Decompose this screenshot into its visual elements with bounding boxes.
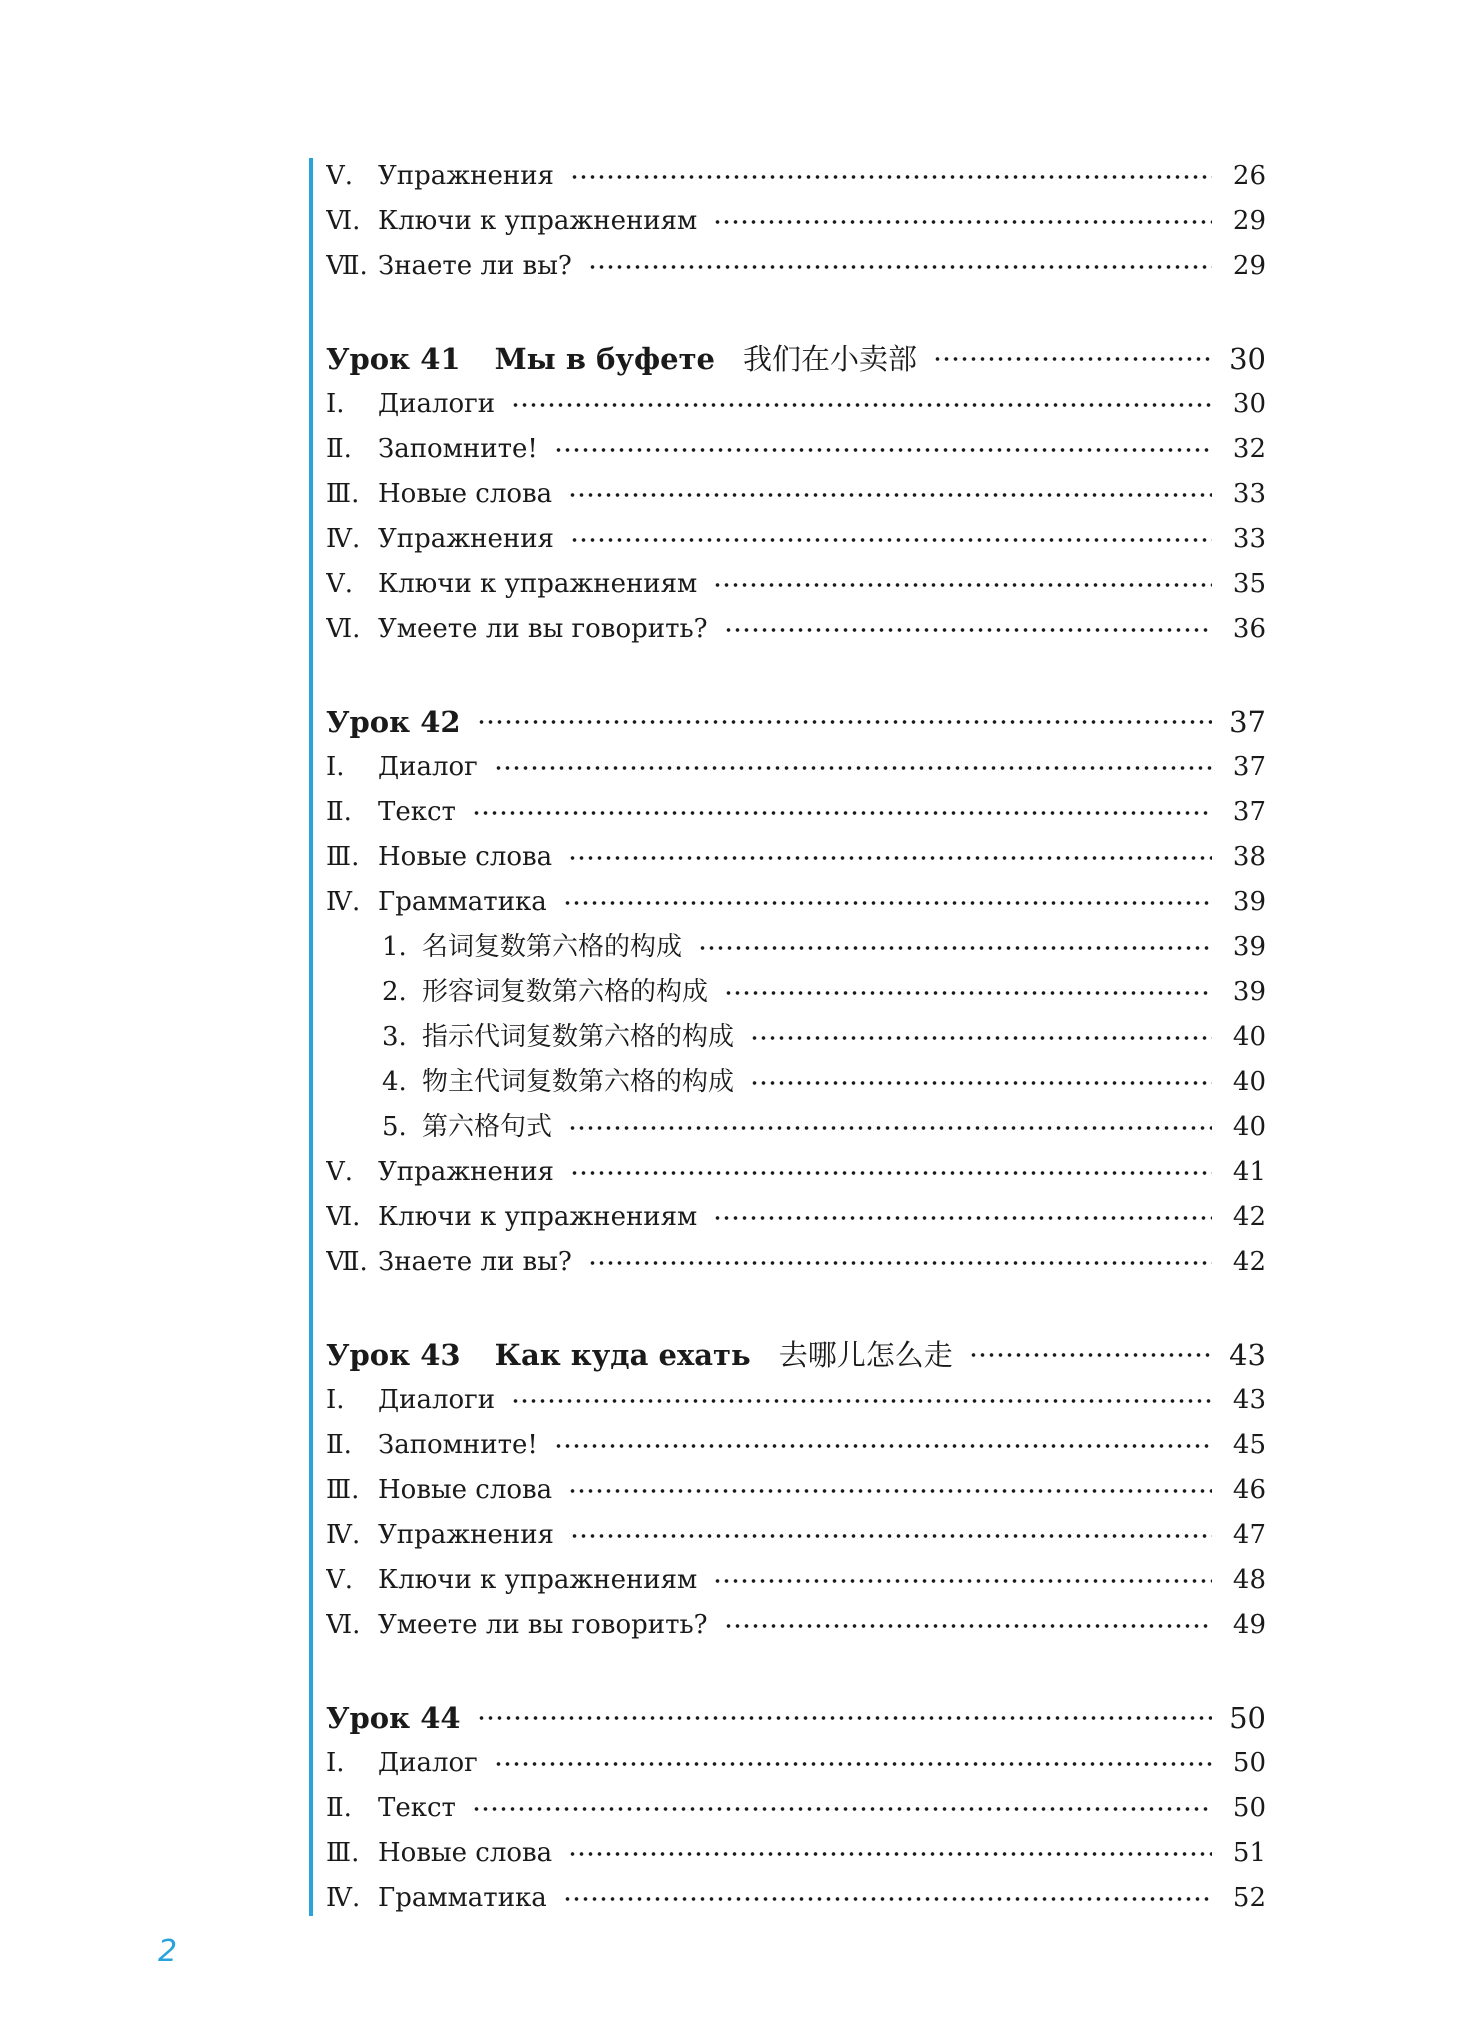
entry-title: Упражнения (378, 1157, 554, 1187)
toc-entry[interactable] (326, 1468, 1266, 1513)
entry-page-number: 52 (1232, 1883, 1266, 1913)
entry-number: Ⅵ. (326, 1610, 361, 1640)
entry-number: Ⅵ. (326, 206, 361, 236)
entry-title: 名词复数第六格的构成 (422, 932, 683, 962)
entry-number: Ⅰ. (326, 1748, 345, 1778)
lesson-number: Урок 44 (326, 1701, 461, 1735)
entry-page-number: 39 (1232, 977, 1266, 1007)
toc-subentry[interactable] (326, 925, 1266, 970)
lesson-title-chinese: 我们在小卖部 (743, 342, 918, 376)
dot-leader (570, 1169, 1212, 1177)
entry-page-number: 33 (1232, 524, 1266, 554)
dot-leader (472, 1805, 1212, 1813)
toc-entry[interactable] (326, 154, 1266, 199)
entry-number: Ⅵ. (326, 1202, 361, 1232)
toc-entry[interactable] (326, 1423, 1266, 1468)
entry-title: Диалоги (378, 389, 496, 419)
toc-entry[interactable] (326, 382, 1266, 427)
toc-entry[interactable] (326, 427, 1266, 472)
entry-title: Знаете ли вы? (378, 1247, 572, 1277)
toc-entry[interactable] (326, 1876, 1266, 1921)
entry-page-number: 38 (1232, 842, 1266, 872)
toc-entry[interactable] (326, 472, 1266, 517)
entry-number: Ⅳ. (326, 1883, 361, 1913)
dot-leader (472, 809, 1212, 817)
entry-number: Ⅲ. (326, 479, 360, 509)
entry-page-number: 48 (1232, 1565, 1266, 1595)
dot-leader (724, 1622, 1212, 1630)
entry-page-number: 50 (1232, 1793, 1266, 1823)
entry-title: Диалоги (378, 1385, 496, 1415)
dot-leader (713, 1214, 1212, 1222)
entry-page-number: 45 (1232, 1430, 1266, 1460)
entry-title: Текст (378, 797, 456, 827)
entry-number: 4. (382, 1067, 407, 1097)
entry-number: Ⅳ. (326, 524, 361, 554)
entry-title: Текст (378, 1793, 456, 1823)
entry-title: Ключи к упражнениям (378, 206, 698, 236)
dot-leader (563, 1895, 1212, 1903)
lesson-number: Урок 43 (326, 1338, 461, 1372)
entry-number: 5. (382, 1112, 407, 1142)
dot-leader (554, 446, 1212, 454)
toc-entry[interactable] (326, 199, 1266, 244)
entry-page-number: 29 (1232, 206, 1266, 236)
entry-page-number: 43 (1229, 1338, 1266, 1372)
entry-page-number: 40 (1232, 1067, 1266, 1097)
toc-lesson-heading[interactable] (326, 1332, 1266, 1378)
toc-entry[interactable] (326, 1513, 1266, 1558)
toc-subentry[interactable] (326, 1060, 1266, 1105)
entry-page-number: 49 (1232, 1610, 1266, 1640)
entry-number: 1. (382, 932, 407, 962)
toc-subentry[interactable] (326, 1105, 1266, 1150)
dot-leader (570, 1532, 1212, 1540)
entry-page-number: 40 (1232, 1112, 1266, 1142)
toc-lesson-heading[interactable] (326, 699, 1266, 745)
entry-number: Ⅲ. (326, 1475, 360, 1505)
toc-entry[interactable] (326, 1786, 1266, 1831)
toc-entry[interactable] (326, 244, 1266, 289)
toc-accent-rule (309, 158, 313, 1916)
entry-page-number: 37 (1229, 705, 1266, 739)
dot-leader (477, 1714, 1212, 1722)
entry-number: Ⅵ. (326, 614, 361, 644)
toc-subentry[interactable] (326, 1015, 1266, 1060)
entry-number: Ⅱ. (326, 1430, 352, 1460)
entry-title: 指示代词复数第六格的构成 (422, 1022, 735, 1052)
entry-title: Новые слова (378, 1838, 553, 1868)
entry-page-number: 50 (1232, 1748, 1266, 1778)
entry-page-number: 37 (1232, 797, 1266, 827)
toc-entry[interactable] (326, 1558, 1266, 1603)
entry-number: Ⅴ. (326, 569, 354, 599)
entry-page-number: 32 (1232, 434, 1266, 464)
dot-leader (568, 1487, 1212, 1495)
entry-title: Упражнения (378, 524, 554, 554)
dot-leader (588, 1259, 1212, 1267)
entry-title: Умеете ли вы говорить? (378, 614, 708, 644)
entry-page-number: 43 (1232, 1385, 1266, 1415)
entry-number: Ⅰ. (326, 1385, 345, 1415)
entry-title: Запомните! (378, 1430, 538, 1460)
dot-leader (570, 536, 1212, 544)
toc-entry[interactable] (326, 1831, 1266, 1876)
dot-leader (511, 1397, 1212, 1405)
lesson-number: Урок 42 (326, 705, 461, 739)
dot-leader (724, 626, 1212, 634)
toc-entry[interactable] (326, 835, 1266, 880)
toc-entry[interactable] (326, 562, 1266, 607)
entry-page-number: 47 (1232, 1520, 1266, 1550)
entry-number: Ⅱ. (326, 434, 352, 464)
toc-entry[interactable] (326, 1603, 1266, 1648)
dot-leader (511, 401, 1212, 409)
entry-number: Ⅲ. (326, 842, 360, 872)
entry-title: Диалог (378, 1748, 478, 1778)
entry-page-number: 36 (1232, 614, 1266, 644)
entry-number: 3. (382, 1022, 407, 1052)
entry-title: Упражнения (378, 161, 554, 191)
entry-page-number: 42 (1232, 1247, 1266, 1277)
toc-entry[interactable] (326, 790, 1266, 835)
toc-subentry[interactable] (326, 970, 1266, 1015)
dot-leader (568, 1124, 1212, 1132)
dot-leader (568, 1850, 1212, 1858)
entry-page-number: 26 (1232, 161, 1266, 191)
dot-leader (494, 764, 1212, 772)
entry-number: Ⅴ. (326, 1157, 354, 1187)
dot-leader (494, 1760, 1212, 1768)
entry-number: Ⅴ. (326, 161, 354, 191)
toc-entry[interactable] (326, 880, 1266, 925)
entry-page-number: 42 (1232, 1202, 1266, 1232)
entry-page-number: 50 (1229, 1701, 1266, 1735)
entry-page-number: 39 (1232, 887, 1266, 917)
entry-title: 第六格句式 (422, 1112, 553, 1142)
entry-title: Новые слова (378, 479, 553, 509)
lesson-title-russian: Мы в буфете (494, 342, 716, 376)
entry-title: Знаете ли вы? (378, 251, 572, 281)
entry-page-number: 51 (1232, 1838, 1266, 1868)
lesson-number: Урок 41 (326, 342, 461, 376)
toc-entry[interactable] (326, 517, 1266, 562)
entry-page-number: 29 (1232, 251, 1266, 281)
table-of-contents (326, 154, 1266, 1921)
entry-title: Грамматика (378, 1883, 547, 1913)
entry-page-number: 46 (1232, 1475, 1266, 1505)
dot-leader (713, 218, 1212, 226)
entry-number: Ⅱ. (326, 1793, 352, 1823)
entry-title: Грамматика (378, 887, 547, 917)
entry-number: Ⅱ. (326, 797, 352, 827)
entry-number: Ⅴ. (326, 1565, 354, 1595)
lesson-title-russian: Как куда ехать (494, 1338, 751, 1372)
toc-entry[interactable] (326, 1741, 1266, 1786)
toc-lesson-heading[interactable] (326, 1695, 1266, 1741)
entry-page-number: 30 (1229, 342, 1266, 376)
dot-leader (713, 581, 1212, 589)
lesson-title-chinese: 去哪儿怎么走 (778, 1338, 953, 1372)
toc-entry[interactable] (326, 607, 1266, 652)
dot-leader (554, 1442, 1212, 1450)
entry-title: Новые слова (378, 1475, 553, 1505)
dot-leader (969, 1351, 1212, 1359)
entry-number: Ⅳ. (326, 887, 361, 917)
dot-leader (568, 854, 1212, 862)
dot-leader (713, 1577, 1212, 1585)
page-number: 2 (158, 1934, 178, 1969)
entry-title: Ключи к упражнениям (378, 569, 698, 599)
toc-entry[interactable] (326, 745, 1266, 790)
toc-lesson-heading[interactable] (326, 336, 1266, 382)
entry-title: Запомните! (378, 434, 538, 464)
entry-number: Ⅳ. (326, 1520, 361, 1550)
toc-entry[interactable] (326, 1150, 1266, 1195)
dot-leader (750, 1079, 1212, 1087)
entry-title: Ключи к упражнениям (378, 1202, 698, 1232)
entry-page-number: 30 (1232, 389, 1266, 419)
toc-entry[interactable] (326, 1240, 1266, 1285)
dot-leader (933, 355, 1212, 363)
entry-number: Ⅶ. (326, 251, 368, 281)
entry-page-number: 39 (1232, 932, 1266, 962)
entry-title: 形容词复数第六格的构成 (422, 977, 709, 1007)
entry-title: Новые слова (378, 842, 553, 872)
entry-title: Диалог (378, 752, 478, 782)
entry-number: Ⅰ. (326, 389, 345, 419)
entry-number: Ⅰ. (326, 752, 345, 782)
dot-leader (568, 491, 1212, 499)
entry-page-number: 33 (1232, 479, 1266, 509)
dot-leader (570, 173, 1212, 181)
entry-page-number: 37 (1232, 752, 1266, 782)
entry-title: 物主代词复数第六格的构成 (422, 1067, 735, 1097)
dot-leader (750, 1034, 1212, 1042)
entry-page-number: 41 (1232, 1157, 1266, 1187)
entry-title: Умеете ли вы говорить? (378, 1610, 708, 1640)
dot-leader (563, 899, 1212, 907)
toc-entry[interactable] (326, 1378, 1266, 1423)
dot-leader (698, 944, 1212, 952)
dot-leader (477, 718, 1212, 726)
entry-title: Ключи к упражнениям (378, 1565, 698, 1595)
entry-title: Упражнения (378, 1520, 554, 1550)
entry-number: 2. (382, 977, 407, 1007)
toc-entry[interactable] (326, 1195, 1266, 1240)
entry-page-number: 40 (1232, 1022, 1266, 1052)
entry-number: Ⅶ. (326, 1247, 368, 1277)
entry-number: Ⅲ. (326, 1838, 360, 1868)
dot-leader (724, 989, 1212, 997)
dot-leader (588, 263, 1212, 271)
entry-page-number: 35 (1232, 569, 1266, 599)
